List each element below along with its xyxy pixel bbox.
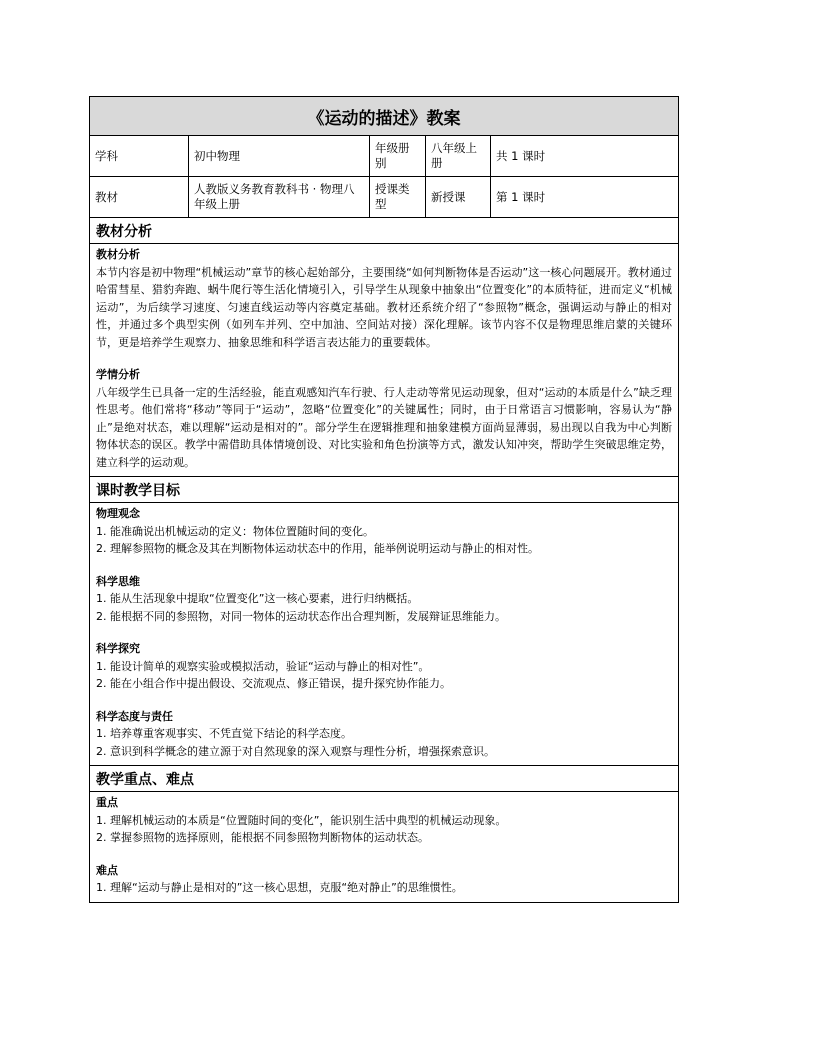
document-title: 《运动的描述》教案 — [90, 97, 678, 136]
key-point-item: 1. 理解机械运动的本质是“位置随时间的变化”，能识别生活中典型的机械运动现象。 — [96, 813, 507, 827]
material-label: 教材 — [90, 177, 189, 217]
type-label: 授课类型 — [370, 177, 426, 217]
objective-item: 1. 能准确说出机械运动的定义：物体位置随时间的变化。 — [96, 524, 374, 538]
objective-item: 1. 能设计简单的观察实验或模拟活动，验证“运动与静止的相对性”。 — [96, 659, 430, 673]
difficulty-title: 难点 — [96, 863, 118, 877]
subject-label: 学科 — [90, 136, 189, 176]
objective-item: 2. 能在小组合作中提出假设、交流观点、修正错误，提升探究协作能力。 — [96, 677, 451, 690]
objective-group-title: 科学探究 — [96, 642, 140, 655]
material-value: 人教版义务教育教科书 · 物理八年级上册 — [189, 177, 370, 217]
student-analysis-text: 八年级学生已具备一定的生活经验，能直观感知汽车行驶、行人走动等常见运动现象，但对“运动的本质是什么”缺乏理性思考。他们常将“移动”等同于“运动”，忽略“位置变化”的关键属性；同时，由于日常语言习惯影响，容易认为“静止”是绝对状态，难以理解“运动是相对的”。部分学生在逻辑推理和抽象建模方面尚显薄弱，易出现以自我为中心判断物体状态的误区。教学中需借助具体情境创设、对比实验和角色扮演等方式，激发认知冲突，帮助学生突破思维定势，建立科学的运动观。 — [96, 385, 672, 469]
objective-item: 2. 理解参照物的概念及其在判断物体运动状态中的作用，能举例说明运动与静止的相对性。 — [96, 542, 539, 555]
material-analysis-subtitle: 教材分析 — [96, 248, 140, 261]
difficulty-item: 1. 理解“运动与静止是相对的”这一核心思想，克服“绝对静止”的思维惯性。 — [96, 881, 463, 894]
objective-item: 1. 能从生活现象中提取“位置变化”这一核心要素，进行归纳概括。 — [96, 592, 419, 605]
key-point-item: 2. 掌握参照物的选择原则，能根据不同参照物判断物体的运动状态。 — [96, 831, 429, 844]
type-value: 新授课 — [426, 177, 491, 217]
objective-item: 1. 培养尊重客观事实、不凭直觉下结论的科学态度。 — [96, 727, 352, 740]
grade-value: 八年级上册 — [426, 136, 491, 176]
objective-group-title: 科学思维 — [96, 574, 140, 588]
objectives-body — [90, 503, 678, 766]
objective-group-title: 物理观念 — [96, 507, 140, 520]
lesson-number: 第 1 课时 — [496, 189, 546, 204]
student-analysis-subtitle: 学情分析 — [96, 368, 140, 381]
objective-group-title: 科学态度与责任 — [96, 709, 173, 723]
info-row-subject — [90, 136, 678, 177]
key-points-heading: 教学重点、难点 — [90, 766, 678, 792]
material-analysis-text: 本节内容是初中物理“机械运动”章节的核心起始部分，主要围绕“如何判断物体是否运动”这一核心问题展开。教材通过哈雷彗星、猎豹奔跑、蜗牛爬行等生活化情境引入，引导学生从现象中抽象出“位置变化”的本质特征，进而定义“机械运动”，为后续学习速度、匀速直线运动等内容奠定基础。教材还系统介绍了“参照物”概念，强调运动与静止的相对性，并通过多个典型实例（如列车并列、空中加油、空间站对接）深化理解。该节内容不仅是物理思维启蒙的关键环节，更是培养学生观察力、抽象思维和科学语言表达能力的重要载体。 — [96, 265, 672, 349]
key-points-body — [90, 792, 678, 902]
lesson-plan-table — [89, 96, 679, 903]
key-point-title: 重点 — [96, 796, 118, 809]
info-row-material — [90, 177, 678, 218]
subject-value: 初中物理 — [189, 136, 370, 176]
objectives-heading: 课时教学目标 — [90, 477, 678, 503]
objective-item: 2. 能根据不同的参照物，对同一物体的运动状态作出合理判断，发展辩证思维能力。 — [96, 609, 506, 623]
analysis-heading: 教材分析 — [90, 218, 678, 244]
total-lessons: 共 1 课时 — [496, 148, 546, 163]
grade-label: 年级册别 — [370, 136, 426, 176]
objective-item: 2. 意识到科学概念的建立源于对自然现象的深入观察与理性分析，增强探索意识。 — [96, 744, 495, 758]
analysis-body — [90, 244, 678, 477]
